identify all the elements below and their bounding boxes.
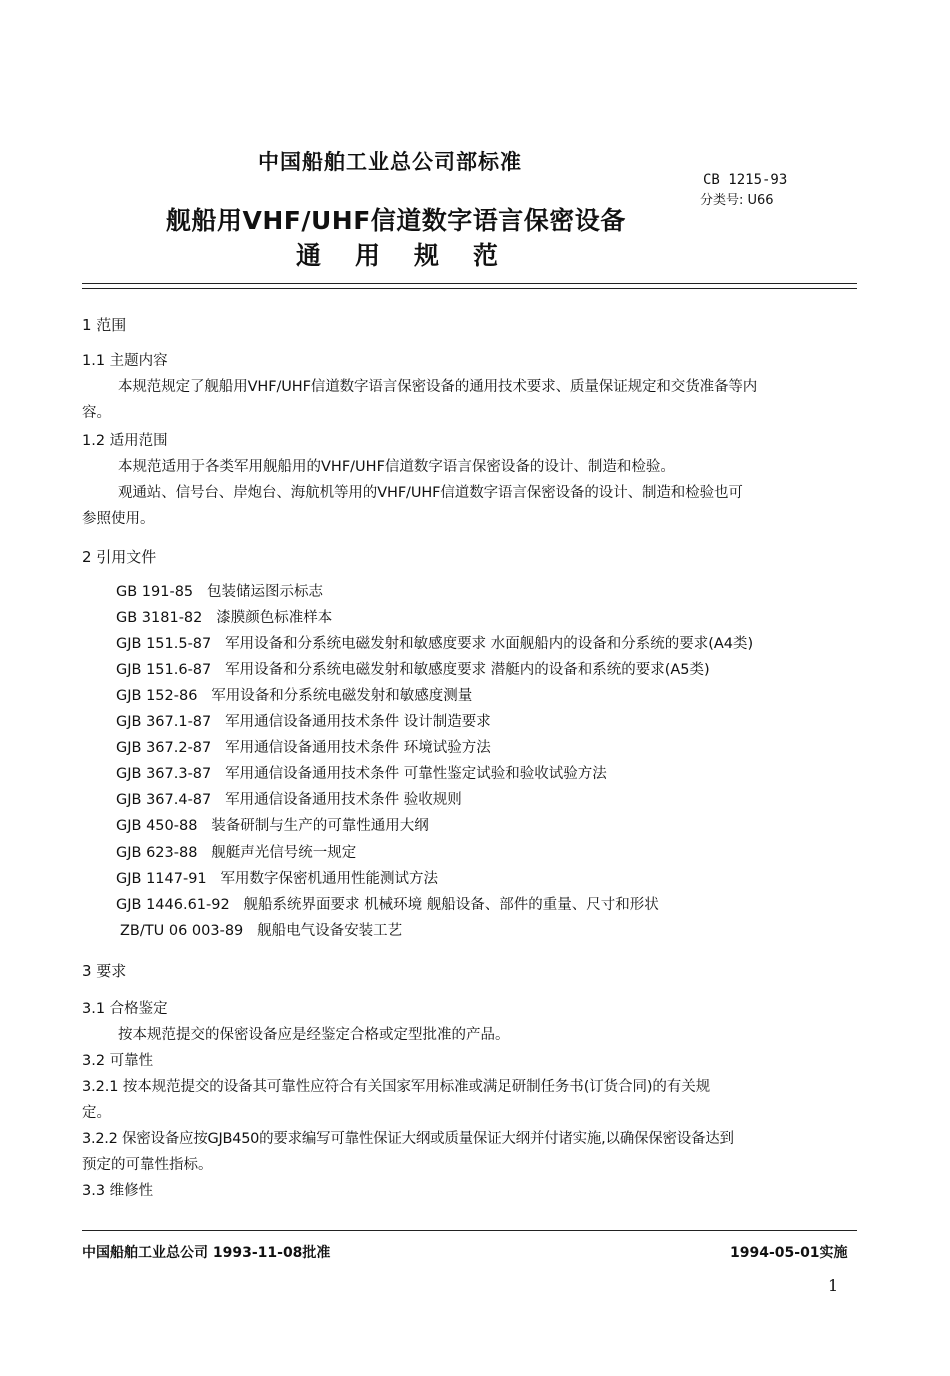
- section-1-2-text-2: 观通站、信号台、岸炮台、海航机等用的VHF/UHF信道数字语言保密设备的设计、制造和检验也可: [118, 485, 743, 501]
- section-1-1-text-cont: 容。: [82, 405, 111, 421]
- reference-item: [116, 739, 491, 757]
- effective-date: 1994-05-01实施: [730, 1245, 848, 1261]
- reference-title: 军用通信设备通用技术条件 可靠性鉴定试验和验收试验方法: [225, 766, 607, 782]
- reference-title: 漆膜颜色标准样本: [216, 610, 333, 626]
- reference-title: 军用通信设备通用技术条件 验收规则: [225, 792, 462, 808]
- reference-item: [116, 765, 607, 783]
- reference-title: 舰船电气设备安装工艺: [257, 923, 403, 939]
- org-standard-title: 中国船舶工业总公司部标准: [258, 150, 522, 174]
- reference-item: [116, 713, 491, 731]
- reference-title: 包装储运图示标志: [206, 584, 323, 600]
- section-3-2-2-text: 3.2.2 保密设备应按GJB450的要求编写可靠性保证大纲或质量保证大纲并付诸实施,以确保保密设备达到: [82, 1131, 734, 1147]
- reference-code: GJB 367.2-87: [116, 740, 212, 756]
- section-1-1-text: 本规范规定了舰船用VHF/UHF信道数字语言保密设备的通用技术要求、质量保证规定和交货准备等内: [118, 379, 758, 395]
- standard-number: CB 1215-93: [703, 172, 788, 188]
- reference-item: [116, 844, 356, 862]
- reference-code: ZB/TU 06 003-89: [120, 923, 244, 939]
- reference-title: 军用设备和分系统电磁发射和敏感度要求 水面舰船内的设备和分系统的要求(A4类): [225, 636, 754, 652]
- reference-title: 军用设备和分系统电磁发射和敏感度要求 潜艇内的设备和系统的要求(A5类): [225, 662, 710, 678]
- reference-title: 军用设备和分系统电磁发射和敏感度测量: [211, 688, 473, 704]
- reference-title: 装备研制与生产的可靠性通用大纲: [211, 818, 429, 834]
- reference-item: [116, 661, 710, 679]
- reference-item: [116, 817, 429, 835]
- reference-item: [120, 922, 402, 940]
- section-1-2-text-2-cont: 参照使用。: [82, 511, 155, 527]
- reference-code: GJB 367.4-87: [116, 792, 212, 808]
- reference-title: 舰船系统界面要求 机械环境 舰船设备、部件的重量、尺寸和形状: [243, 897, 659, 913]
- reference-code: GJB 450-88: [116, 818, 198, 834]
- section-1-2-text-1: 本规范适用于各类军用舰船用的VHF/UHF信道数字语言保密设备的设计、制造和检验。: [118, 459, 675, 475]
- reference-code: GJB 1147-91: [116, 871, 207, 887]
- reference-item: [116, 583, 323, 601]
- classification-number: 分类号: U66: [700, 193, 774, 208]
- reference-code: GJB 151.5-87: [116, 636, 212, 652]
- section-1-2-heading: 1.2 适用范围: [82, 433, 168, 449]
- section-3-1-heading: 3.1 合格鉴定: [82, 1001, 168, 1017]
- reference-code: GJB 367.1-87: [116, 714, 212, 730]
- document-title: 舰船用VHF/UHF信道数字语言保密设备: [166, 206, 626, 235]
- reference-title: 军用通信设备通用技术条件 设计制造要求: [225, 714, 491, 730]
- reference-code: GB 3181-82: [116, 610, 203, 626]
- reference-title: 军用通信设备通用技术条件 环境试验方法: [225, 740, 491, 756]
- header-divider-top: [82, 283, 857, 284]
- reference-item: [116, 635, 753, 653]
- section-3-2-1-text: 3.2.1 按本规范提交的设备其可靠性应符合有关国家军用标准或满足研制任务书(订货合同)的有关规: [82, 1079, 711, 1095]
- footer-divider: [82, 1230, 857, 1231]
- section-3-2-heading: 3.2 可靠性: [82, 1053, 154, 1069]
- section-1-1-heading: 1.1 主题内容: [82, 353, 168, 369]
- reference-code: GJB 152-86: [116, 688, 198, 704]
- reference-title: 舰艇声光信号统一规定: [211, 845, 357, 861]
- section-3-heading: 3 要求: [82, 962, 127, 980]
- reference-title: 军用数字保密机通用性能测试方法: [220, 871, 438, 887]
- reference-item: [116, 687, 472, 705]
- reference-code: GJB 623-88: [116, 845, 198, 861]
- document-subtitle: 通用规范: [296, 241, 533, 270]
- section-1-heading: 1 范围: [82, 316, 127, 334]
- reference-code: GB 191-85: [116, 584, 194, 600]
- section-3-1-text: 按本规范提交的保密设备应是经鉴定合格或定型批准的产品。: [118, 1027, 510, 1043]
- section-2-heading: 2 引用文件: [82, 548, 157, 566]
- section-3-2-2-text-cont: 预定的可靠性指标。: [82, 1157, 213, 1173]
- section-3-2-1-text-cont: 定。: [82, 1105, 111, 1121]
- reference-item: [116, 870, 438, 888]
- reference-item: [116, 896, 659, 914]
- reference-item: [116, 609, 332, 627]
- reference-code: GJB 151.6-87: [116, 662, 212, 678]
- reference-code: GJB 1446.61-92: [116, 897, 230, 913]
- header-divider-bottom: [82, 288, 857, 289]
- section-3-3-heading: 3.3 维修性: [82, 1183, 154, 1199]
- reference-code: GJB 367.3-87: [116, 766, 212, 782]
- page-number: 1: [828, 1276, 839, 1295]
- reference-item: [116, 791, 462, 809]
- approval-date: 中国船舶工业总公司 1993-11-08批准: [82, 1245, 331, 1261]
